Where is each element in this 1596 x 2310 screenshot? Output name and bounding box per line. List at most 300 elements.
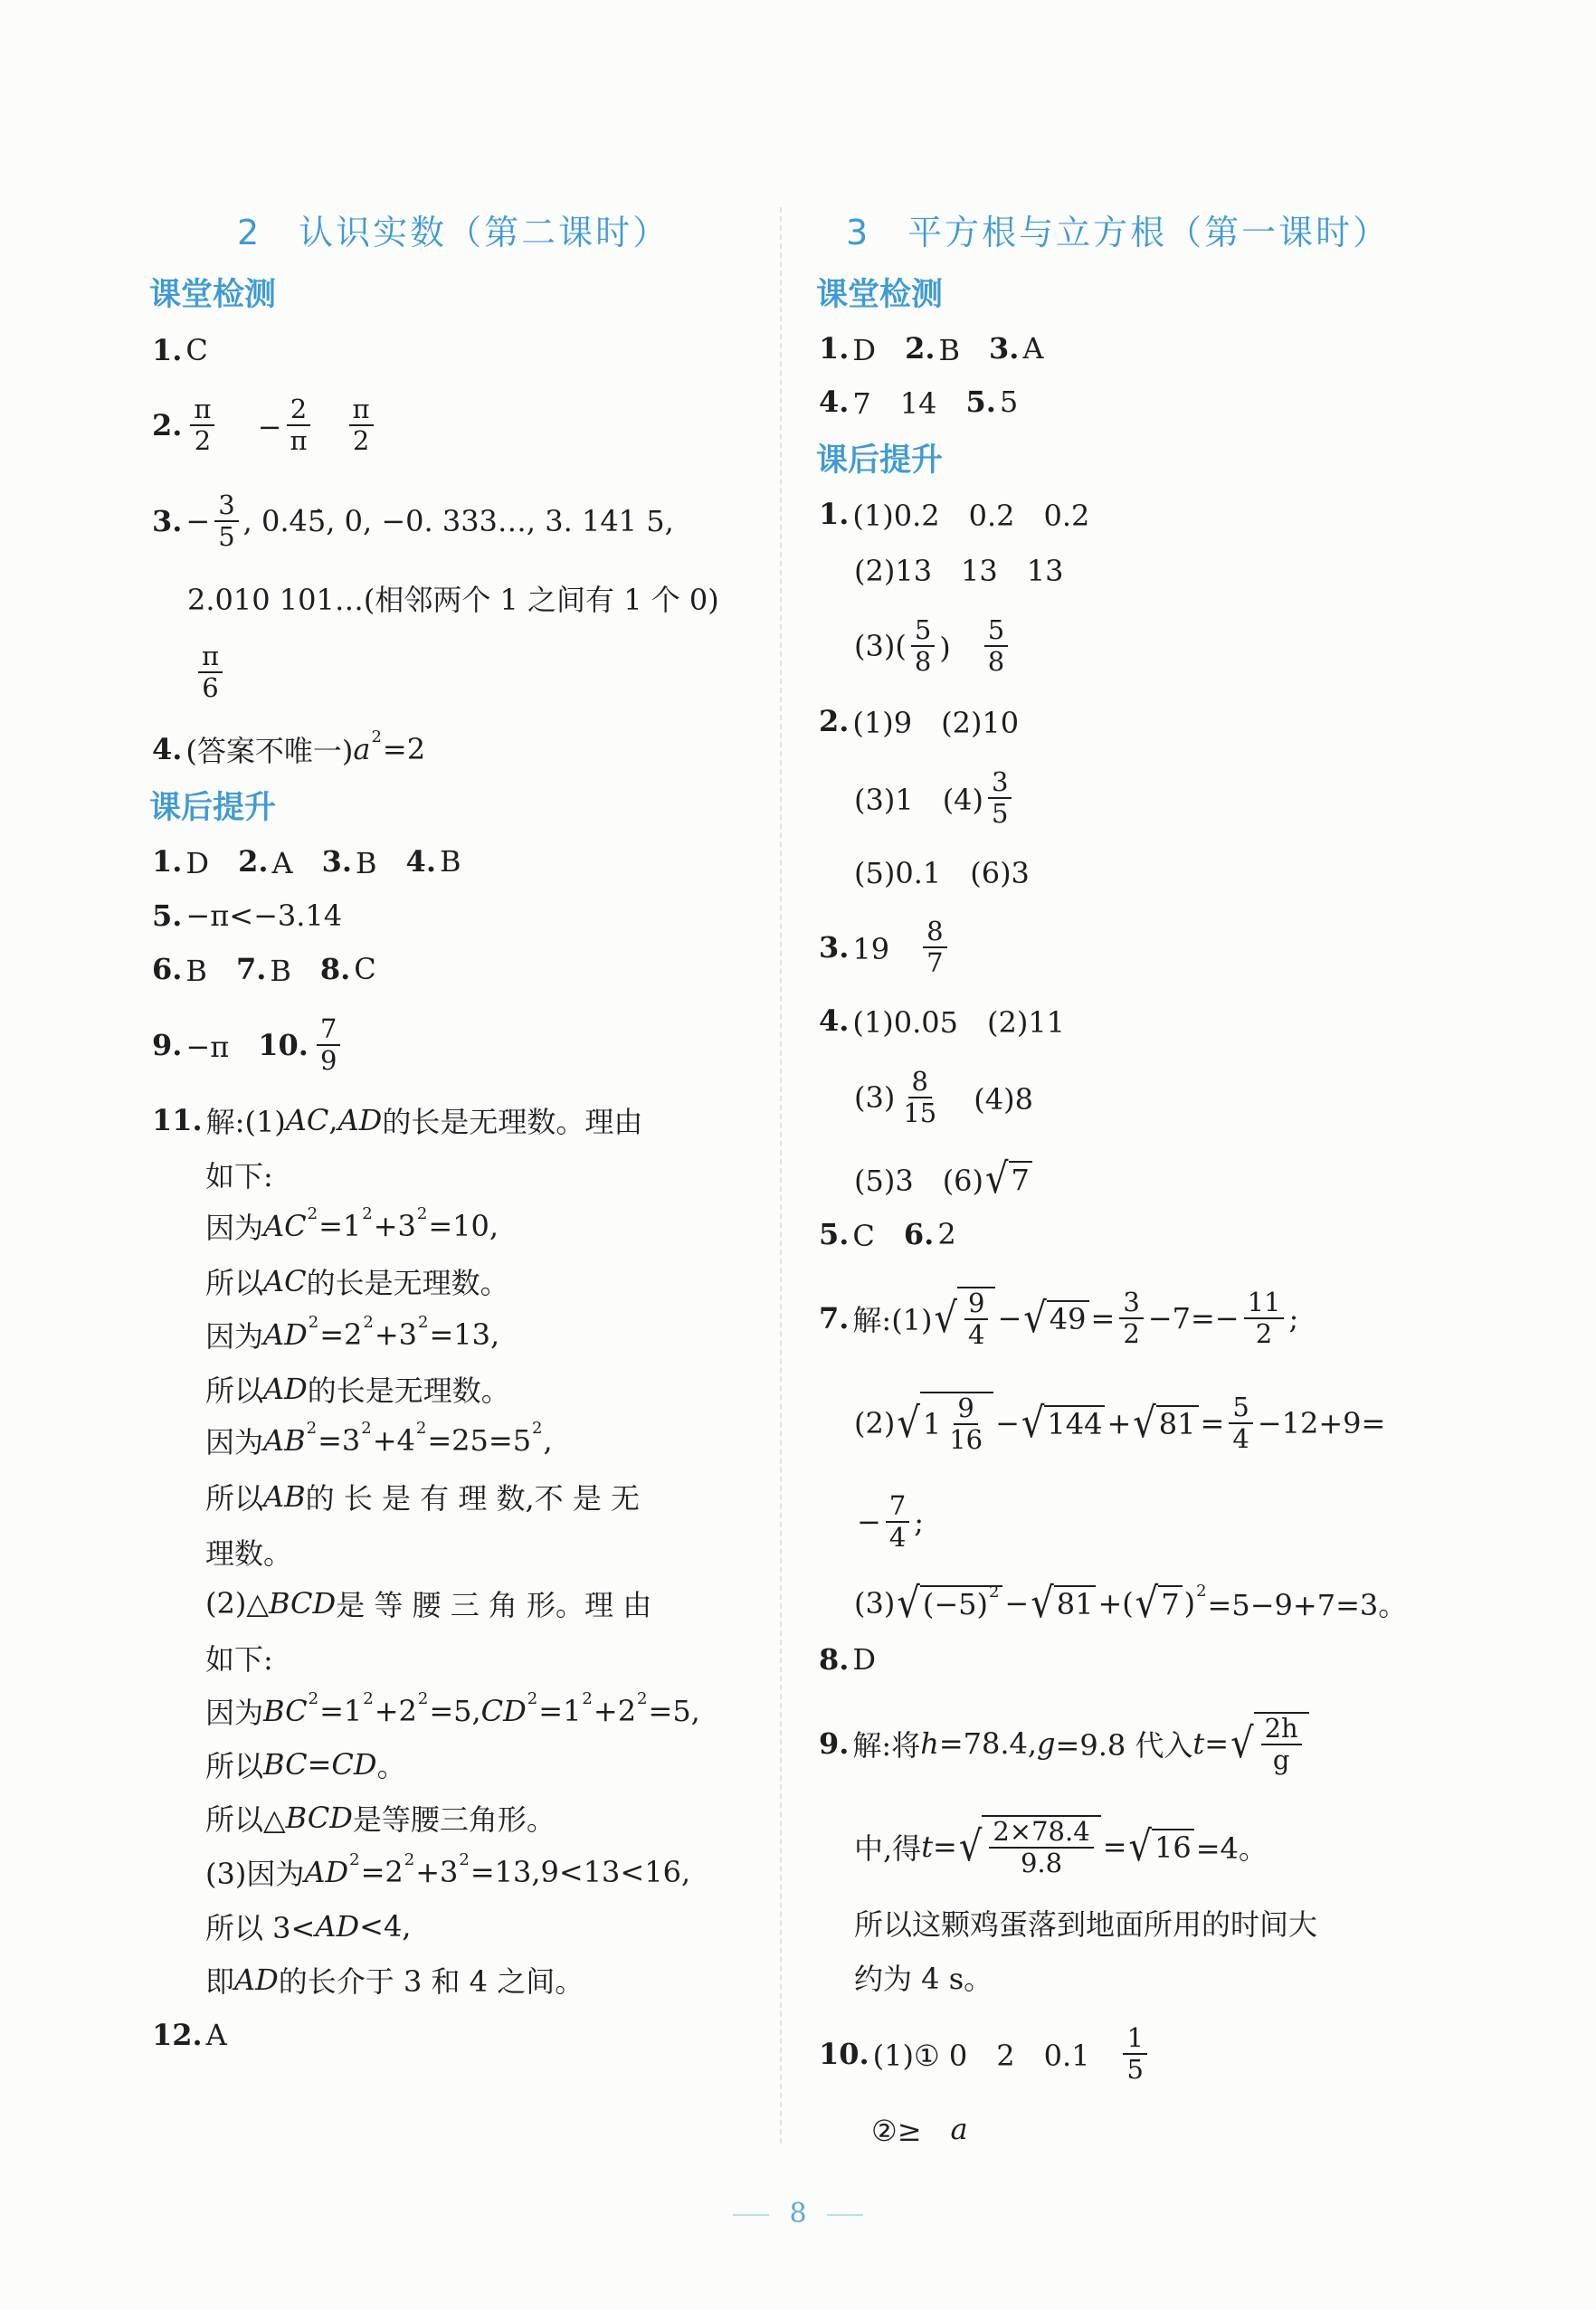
math-variable: t — [921, 1830, 934, 1864]
answer-text: +2 — [593, 1694, 637, 1728]
answer-text: (3)( — [854, 629, 907, 663]
answer-line — [205, 1525, 292, 1579]
denominator: 2 — [352, 425, 370, 456]
numerator: 11 — [1244, 1288, 1285, 1319]
answer-text: 解:(1) — [852, 1303, 933, 1337]
answer-text: − — [219, 410, 282, 444]
answer-line — [854, 1391, 1386, 1455]
answer-text: − — [857, 1505, 881, 1539]
radicand — [957, 1287, 995, 1351]
question-number: 2. — [152, 408, 183, 442]
radicand — [1254, 1712, 1309, 1776]
answer-text: 是 等 腰 三 角 形。理 由 — [336, 1588, 652, 1622]
answer-text: +4 — [372, 1423, 415, 1458]
question-number: 1. — [152, 844, 183, 879]
answer-text: (3)1 (4) — [854, 783, 984, 817]
numerator: 1 — [1123, 2023, 1146, 2055]
numerator: 8 — [908, 1067, 932, 1098]
math-variable: AD — [263, 1372, 308, 1406]
answer-line — [819, 915, 952, 978]
math-variable: AB — [263, 1479, 306, 1514]
answer-text: −π<−3.14 — [185, 898, 343, 933]
answer-text: =78.4, — [938, 1726, 1038, 1761]
answer-text: 所以 — [205, 1481, 264, 1516]
page-number: 8 — [789, 2198, 807, 2229]
denominator: π — [290, 425, 308, 456]
math-variable: BC — [263, 1747, 308, 1782]
answer-text: = — [1204, 1726, 1230, 1761]
math-variable: AB — [263, 1423, 306, 1458]
question-number: 3. — [989, 331, 1020, 366]
answer-text: 144 — [1047, 1407, 1103, 1441]
answer-line — [205, 1630, 273, 1685]
question-number: 7. — [819, 1301, 850, 1336]
answer-text: = — [1090, 1301, 1116, 1336]
numerator: 2h — [1261, 1714, 1302, 1745]
math-variable: CD — [331, 1747, 377, 1782]
question-number: 6. — [903, 1217, 935, 1251]
radicand — [920, 1582, 1003, 1621]
answer-text: =13,9<13<16, — [470, 1855, 691, 1889]
answer-text: = — [933, 1830, 957, 1864]
answer-text: (3) — [854, 1586, 896, 1621]
square-root — [1128, 1822, 1194, 1871]
superscript: 2 — [362, 1203, 373, 1223]
radicand — [920, 1392, 993, 1456]
answer-text: ②≥ — [871, 2114, 951, 2148]
answer-text: ; — [914, 1505, 925, 1539]
radical-sign-icon: √ — [1230, 1719, 1254, 1768]
answer-line — [854, 1815, 1268, 1878]
denominator: 4 — [1232, 1423, 1249, 1454]
answer-line — [857, 1489, 925, 1553]
square-root — [1230, 1712, 1309, 1776]
math-variable: AD — [315, 1909, 360, 1944]
answer-text: 19 — [852, 932, 919, 966]
answer-line — [854, 1950, 993, 2004]
answer-text: (1)0.2 0.2 0.2 — [852, 499, 1090, 533]
denominator: 7 — [926, 947, 944, 978]
numerator: 5 — [1229, 1393, 1252, 1424]
answer-text: 因为 — [205, 1696, 264, 1730]
answer-text: =5, — [429, 1694, 481, 1728]
answer-text: 1 — [922, 1407, 942, 1441]
answer-line — [854, 765, 1016, 829]
answer-text: <4, — [359, 1909, 412, 1944]
question-number: 4. — [819, 1003, 850, 1038]
answer-text: 即 — [205, 1964, 235, 1999]
answer-line — [205, 1684, 700, 1738]
math-variable: BCD — [285, 1801, 353, 1835]
denominator: 2 — [1123, 1318, 1140, 1349]
superscript: 2 — [582, 1688, 593, 1708]
answer-line — [152, 489, 674, 552]
math-variable: a — [950, 2112, 968, 2146]
section-heading: 课后提升 — [149, 790, 277, 826]
answer-line — [152, 834, 461, 889]
fraction — [317, 1014, 340, 1077]
superscript: 2 — [363, 1688, 374, 1708]
answer-text: 81 — [1056, 1587, 1094, 1621]
answer-line — [205, 1254, 509, 1308]
radical-sign-icon: √ — [1021, 1399, 1045, 1448]
fraction — [349, 395, 374, 457]
answer-text: 7 14 — [852, 386, 966, 421]
radical-sign-icon: √ — [1133, 1399, 1156, 1448]
answer-text: (2) — [854, 1406, 896, 1440]
radical-sign-icon: √ — [1031, 1579, 1054, 1628]
fraction — [886, 1491, 909, 1554]
question-number: 3. — [152, 504, 183, 538]
square-root — [1021, 1399, 1106, 1448]
fraction — [911, 615, 935, 678]
numerator: 8 — [923, 917, 946, 948]
answer-line — [819, 1712, 1311, 1775]
denominator: 8 — [987, 646, 1005, 677]
math-variable: AD — [234, 1963, 279, 1997]
numerator: 3 — [988, 767, 1012, 799]
radicand — [1044, 1405, 1105, 1441]
answer-text: =2 — [382, 732, 426, 766]
fraction — [988, 767, 1012, 830]
question-number: 12. — [152, 2018, 203, 2052]
superscript: 2 — [308, 1312, 319, 1332]
fraction — [214, 490, 238, 553]
numerator: 5 — [984, 615, 1008, 647]
fraction — [1229, 1393, 1252, 1455]
answer-text: (答案不唯一) — [185, 734, 354, 768]
math-variable: h — [920, 1726, 939, 1761]
question-number: 5. — [965, 385, 996, 419]
answer-text: 7 — [1161, 1587, 1180, 1621]
question-number: 5. — [152, 898, 183, 933]
radicand — [1047, 1300, 1089, 1336]
answer-text: − — [185, 504, 211, 538]
answer-text: 。 — [376, 1749, 406, 1783]
square-root — [1023, 1294, 1088, 1343]
answer-text: 因为 — [205, 1425, 264, 1459]
answer-line — [854, 1065, 1033, 1128]
numerator: 3 — [214, 490, 238, 522]
denominator: 9.8 — [1020, 1848, 1063, 1878]
answer-text: 16 — [1154, 1830, 1192, 1865]
answer-line — [187, 571, 719, 625]
answer-text: +3 — [373, 1209, 416, 1243]
radical-sign-icon: √ — [1135, 1579, 1159, 1628]
answer-line — [205, 1469, 640, 1524]
radicand — [1009, 1161, 1032, 1197]
square-root — [897, 1392, 993, 1456]
answer-line — [152, 889, 342, 943]
answer-text: 因为 — [205, 1211, 264, 1245]
fraction — [190, 395, 214, 457]
superscript: 2 — [637, 1688, 648, 1708]
answer-text: =10, — [428, 1209, 499, 1243]
answer-line — [205, 1307, 499, 1362]
page-footer — [0, 2198, 1596, 2229]
answer-text: − — [997, 1301, 1022, 1336]
answer-text: (3) — [854, 1080, 896, 1115]
superscript: 2 — [417, 1688, 429, 1708]
radical-sign-icon: √ — [934, 1294, 958, 1343]
answer-line — [205, 1576, 651, 1630]
radical-sign-icon: √ — [897, 1399, 920, 1448]
answer-text: 所以 — [205, 1374, 264, 1408]
question-number: 10. — [819, 2037, 869, 2071]
answer-text: 所以△ — [205, 1802, 286, 1837]
answer-text: A — [205, 2018, 227, 2052]
superscript: 2 — [459, 1849, 470, 1869]
numerator: 2 — [287, 395, 310, 426]
answer-text: +( — [1097, 1586, 1134, 1621]
answer-text: B — [185, 954, 236, 988]
answer-text: +2 — [374, 1694, 417, 1728]
answer-text: (4)8 — [945, 1082, 1033, 1117]
answer-text: , — [328, 1103, 338, 1137]
answer-text: −π — [185, 1030, 259, 1064]
answer-line — [194, 640, 227, 703]
answer-line — [152, 393, 378, 456]
question-number: 7. — [235, 952, 267, 986]
answer-text: (2)13 13 13 — [854, 554, 1064, 588]
denominator: 4 — [968, 1319, 985, 1350]
answer-text: −12+9= — [1257, 1406, 1386, 1440]
question-number: 5. — [819, 1217, 850, 1251]
math-variable: AC — [263, 1209, 307, 1243]
denominator: 2 — [1255, 1318, 1273, 1349]
radicand — [1156, 1405, 1199, 1441]
radical-sign-icon: √ — [897, 1579, 920, 1628]
answer-text: 的长是无理数。 — [306, 1266, 509, 1300]
superscript: 2 — [361, 1418, 372, 1438]
math-variable: BC — [263, 1694, 308, 1728]
denominator: 5 — [218, 521, 235, 552]
answer-text: − — [995, 1406, 1020, 1440]
question-number: 8. — [819, 1642, 850, 1677]
math-variable: AD — [304, 1855, 349, 1889]
math-variable: BCD — [268, 1586, 337, 1621]
question-number: 2. — [819, 704, 850, 738]
superscript: 2 — [527, 1688, 538, 1708]
numerator: π — [349, 395, 374, 426]
answer-line — [152, 942, 376, 996]
math-variable: AD — [337, 1103, 383, 1137]
fraction — [1244, 1288, 1285, 1350]
answer-text: 约为 4 s。 — [854, 1962, 993, 1996]
answer-text: B — [938, 333, 990, 367]
answer-text: D — [852, 1642, 877, 1677]
superscript: 2 — [415, 1418, 427, 1438]
answer-line — [205, 1953, 584, 2007]
answer-text: 2 — [937, 1217, 956, 1251]
answer-text: =1 — [538, 1694, 582, 1728]
superscript: 2 — [416, 1203, 428, 1223]
square-root — [985, 1155, 1032, 1203]
numerator: 7 — [317, 1014, 340, 1046]
radicand — [1152, 1829, 1194, 1865]
denominator: 4 — [888, 1522, 907, 1553]
denominator: 6 — [202, 672, 219, 703]
answer-line — [819, 1207, 956, 1261]
superscript: 2 — [988, 1582, 1000, 1602]
superscript: 2 — [1196, 1581, 1207, 1601]
radical-sign-icon: √ — [958, 1822, 983, 1871]
answer-text: A — [1022, 331, 1044, 366]
answer-text: =2 — [360, 1855, 404, 1889]
answer-text: =5−9+7=3。 — [1207, 1588, 1408, 1622]
answer-line — [819, 321, 1044, 375]
superscript: 2 — [306, 1418, 318, 1438]
numerator: 3 — [1119, 1288, 1143, 1319]
answer-text: −7=− — [1147, 1301, 1240, 1336]
answer-text: 所以 — [205, 1749, 264, 1783]
answer-text: =13, — [429, 1317, 500, 1352]
answer-text: A — [271, 846, 322, 880]
square-root — [1133, 1399, 1198, 1448]
fraction — [984, 615, 1008, 678]
superscript: 2 — [404, 1849, 415, 1869]
answer-line — [205, 1199, 499, 1253]
question-number: 3. — [819, 930, 850, 965]
fraction — [1123, 2023, 1146, 2086]
answer-line — [819, 2021, 1152, 2085]
denominator: 16 — [949, 1424, 983, 1455]
answer-text: 是等腰三角形。 — [352, 1802, 556, 1837]
answer-line — [152, 1012, 345, 1076]
answer-line — [152, 1093, 642, 1147]
question-number: 8. — [319, 952, 351, 986]
answer-text: 解:将 — [852, 1728, 921, 1763]
numerator: π — [198, 642, 223, 673]
numerator: 5 — [911, 615, 935, 647]
answer-text: 2.010 101…(相邻两个 1 之间有 1 个 0) — [187, 583, 719, 617]
answer-text: +3 — [374, 1317, 418, 1352]
denominator: g — [1272, 1744, 1290, 1775]
footer-dash — [827, 2214, 863, 2216]
answer-text: 7 — [1011, 1163, 1030, 1197]
answer-text: +3 — [415, 1855, 459, 1889]
answer-text: + — [1107, 1406, 1132, 1440]
answer-text: 所以 3< — [205, 1911, 316, 1945]
answer-text: 如下: — [205, 1159, 273, 1193]
section-heading: 课堂检测 — [816, 277, 944, 313]
answer-text: D — [185, 846, 239, 880]
answer-text: ) — [1183, 1586, 1196, 1621]
answer-text: (1)9 (2)10 — [852, 706, 1020, 740]
radicand — [1158, 1585, 1182, 1621]
answer-text: ; — [1288, 1301, 1299, 1336]
question-number: 3. — [321, 844, 353, 879]
answer-text: − — [1004, 1586, 1030, 1621]
answer-text: B — [270, 954, 320, 988]
question-number: 2. — [905, 331, 936, 366]
math-variable: t — [1192, 1726, 1205, 1761]
left-section-title: 2 认识实数（第二课时） — [237, 213, 670, 252]
fraction — [945, 1393, 986, 1456]
denominator: 5 — [1126, 2054, 1144, 2085]
answer-line — [205, 1845, 690, 1899]
numerator: 2×78.4 — [989, 1817, 1093, 1849]
answer-text: = — [1102, 1830, 1127, 1864]
answer-text: 的长介于 3 和 4 之间。 — [278, 1964, 584, 1999]
answer-text: =9.8 代入 — [1055, 1728, 1193, 1763]
answer-text: , 0.4̇5̇, 0, −0. 333…, 3. 141 5, — [242, 504, 674, 538]
question-number: 4. — [405, 844, 436, 879]
answer-line — [854, 844, 1030, 898]
math-variable: AD — [263, 1317, 308, 1352]
answer-text: 理数。 — [205, 1536, 293, 1571]
question-number: 9. — [819, 1726, 850, 1761]
question-number: 10. — [258, 1028, 309, 1062]
answer-text: 的长是无理数。 — [307, 1374, 510, 1408]
radical-sign-icon: √ — [985, 1155, 1009, 1203]
square-root — [1031, 1579, 1096, 1628]
superscript: 2 — [349, 1849, 360, 1869]
answer-text: (5)0.1 (6)3 — [854, 856, 1030, 890]
fraction — [1119, 1288, 1143, 1350]
answer-line — [871, 2102, 968, 2156]
answer-text: C — [185, 333, 208, 367]
answer-text: 中,得 — [854, 1831, 922, 1866]
answer-text: 49 — [1049, 1302, 1087, 1336]
answer-text: =1 — [319, 1694, 363, 1728]
fraction — [923, 917, 946, 979]
answer-text: , — [543, 1423, 553, 1458]
numerator: π — [190, 395, 214, 426]
answer-line — [854, 1896, 1317, 1950]
answer-text: 因为 — [205, 1319, 264, 1354]
answer-line — [854, 613, 1012, 677]
superscript: 2 — [308, 1688, 319, 1708]
answer-line — [819, 1286, 1299, 1350]
answer-text: 5 — [999, 385, 1019, 419]
question-number: 9. — [152, 1028, 183, 1062]
answer-text: (5)3 (6) — [854, 1164, 984, 1198]
question-number: 1. — [152, 333, 183, 367]
answer-text: 所以这颗鸡蛋落到地面所用的时间大 — [854, 1907, 1318, 1942]
answer-line — [205, 1147, 273, 1202]
answer-text: =3 — [318, 1423, 361, 1458]
answer-text: C — [354, 952, 376, 986]
answer-text: =2 — [319, 1317, 363, 1352]
answer-line — [205, 1413, 553, 1468]
radical-sign-icon: √ — [1128, 1822, 1152, 1871]
denominator: 8 — [914, 646, 932, 677]
answer-text: B — [439, 844, 461, 879]
superscript: 2 — [363, 1312, 374, 1332]
fraction — [989, 1817, 1093, 1879]
answer-line — [819, 487, 1089, 541]
answer-text: D — [852, 333, 906, 367]
answer-text: =25=5 — [427, 1423, 532, 1458]
answer-text: C — [852, 1219, 904, 1253]
fraction — [286, 395, 310, 457]
square-root — [897, 1579, 1002, 1628]
answer-text: =1 — [318, 1209, 362, 1243]
answer-text: (1)0.05 (2)11 — [852, 1005, 1066, 1040]
numerator: 9 — [964, 1288, 988, 1320]
radicand — [1054, 1585, 1097, 1621]
answer-line — [152, 2008, 227, 2062]
answer-text: 所以 — [205, 1266, 264, 1300]
question-number: 2. — [238, 844, 269, 879]
answer-text: =4。 — [1195, 1831, 1268, 1866]
fraction — [964, 1288, 988, 1351]
superscript: 2 — [532, 1418, 543, 1438]
answer-line — [152, 722, 425, 776]
answer-text: (1)① 0 2 0.1 — [872, 2039, 1119, 2073]
answer-text: (−5) — [922, 1587, 988, 1621]
